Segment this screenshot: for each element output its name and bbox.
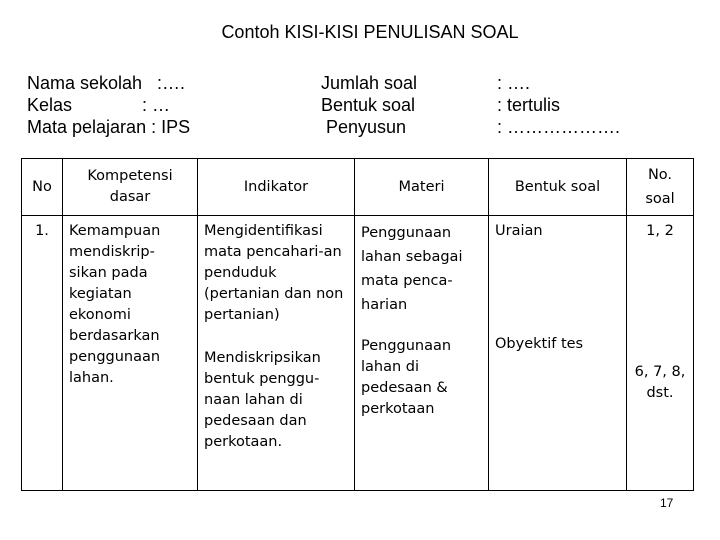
- page-title: Contoh KISI-KISI PENULISAN SOAL: [221, 22, 519, 42]
- header-bentuk-soal: Bentuk soal: [489, 159, 627, 216]
- table-row: [22, 216, 694, 491]
- bentuk-1: Uraian: [495, 223, 543, 239]
- table-header-row: [22, 159, 694, 216]
- meta-penyusun: Penyusun: [321, 117, 407, 137]
- indikator-2: Mendiskripsikan bentuk penggu-naan lahan di pedesaan dan perkotaan.: [204, 350, 321, 450]
- bentuk-2: Obyektif tes: [495, 336, 584, 352]
- cell-no: [22, 216, 63, 491]
- indikator-1: Mengidentifikasi mata pencahari-an penduduk (pertanian dan non pertanian): [204, 223, 344, 323]
- nosoal-1: 1, 2: [646, 223, 674, 239]
- meta-mata-pelajaran: Mata pelajaran : IPS: [27, 117, 191, 137]
- meta-bentuk-soal: Bentuk soal: [321, 95, 416, 115]
- meta-nama-sekolah: Nama sekolah :….: [27, 73, 186, 93]
- kompetensi-text: Kemampuan mendiskrip-sikan pada kegiatan ekonomi berdasarkan penggunaan lahan.: [69, 223, 161, 386]
- meta-jumlah-soal-value: : ….: [497, 73, 531, 93]
- kisi-kisi-table: [21, 158, 694, 491]
- cell-bentuk-soal: [489, 216, 627, 491]
- cell-indikator: [198, 216, 355, 491]
- header-no-soal-label: No. soal: [645, 167, 675, 207]
- header-no: No: [22, 159, 63, 216]
- meta-labels-middle: [321, 72, 417, 138]
- meta-jumlah-soal: Jumlah soal: [321, 73, 418, 93]
- page-number: 17: [660, 496, 674, 510]
- meta-kelas: Kelas : …: [27, 95, 171, 115]
- meta-penyusun-value: : ……………….: [497, 117, 621, 137]
- meta-bentuk-soal-value: : tertulis: [497, 95, 561, 115]
- header-no-soal: [627, 159, 694, 216]
- cell-materi: [355, 216, 489, 491]
- materi-1: Penggunaan lahan sebagai mata penca-harian: [361, 225, 463, 313]
- nosoal-2: 6, 7, 8, dst.: [634, 364, 686, 401]
- meta-labels-left: [27, 72, 190, 138]
- header-kompetensi: [63, 159, 198, 216]
- header-indikator: Indikator: [198, 159, 355, 216]
- cell-no-soal: [627, 216, 694, 491]
- cell-kompetensi: [63, 216, 198, 491]
- meta-values-right: [497, 72, 620, 138]
- row-number: 1.: [35, 223, 49, 239]
- header-kompetensi-label: Kompetensi dasar: [87, 168, 173, 205]
- materi-2: Penggunaan lahan di pedesaan & perkotaan: [361, 338, 452, 417]
- header-materi: Materi: [355, 159, 489, 216]
